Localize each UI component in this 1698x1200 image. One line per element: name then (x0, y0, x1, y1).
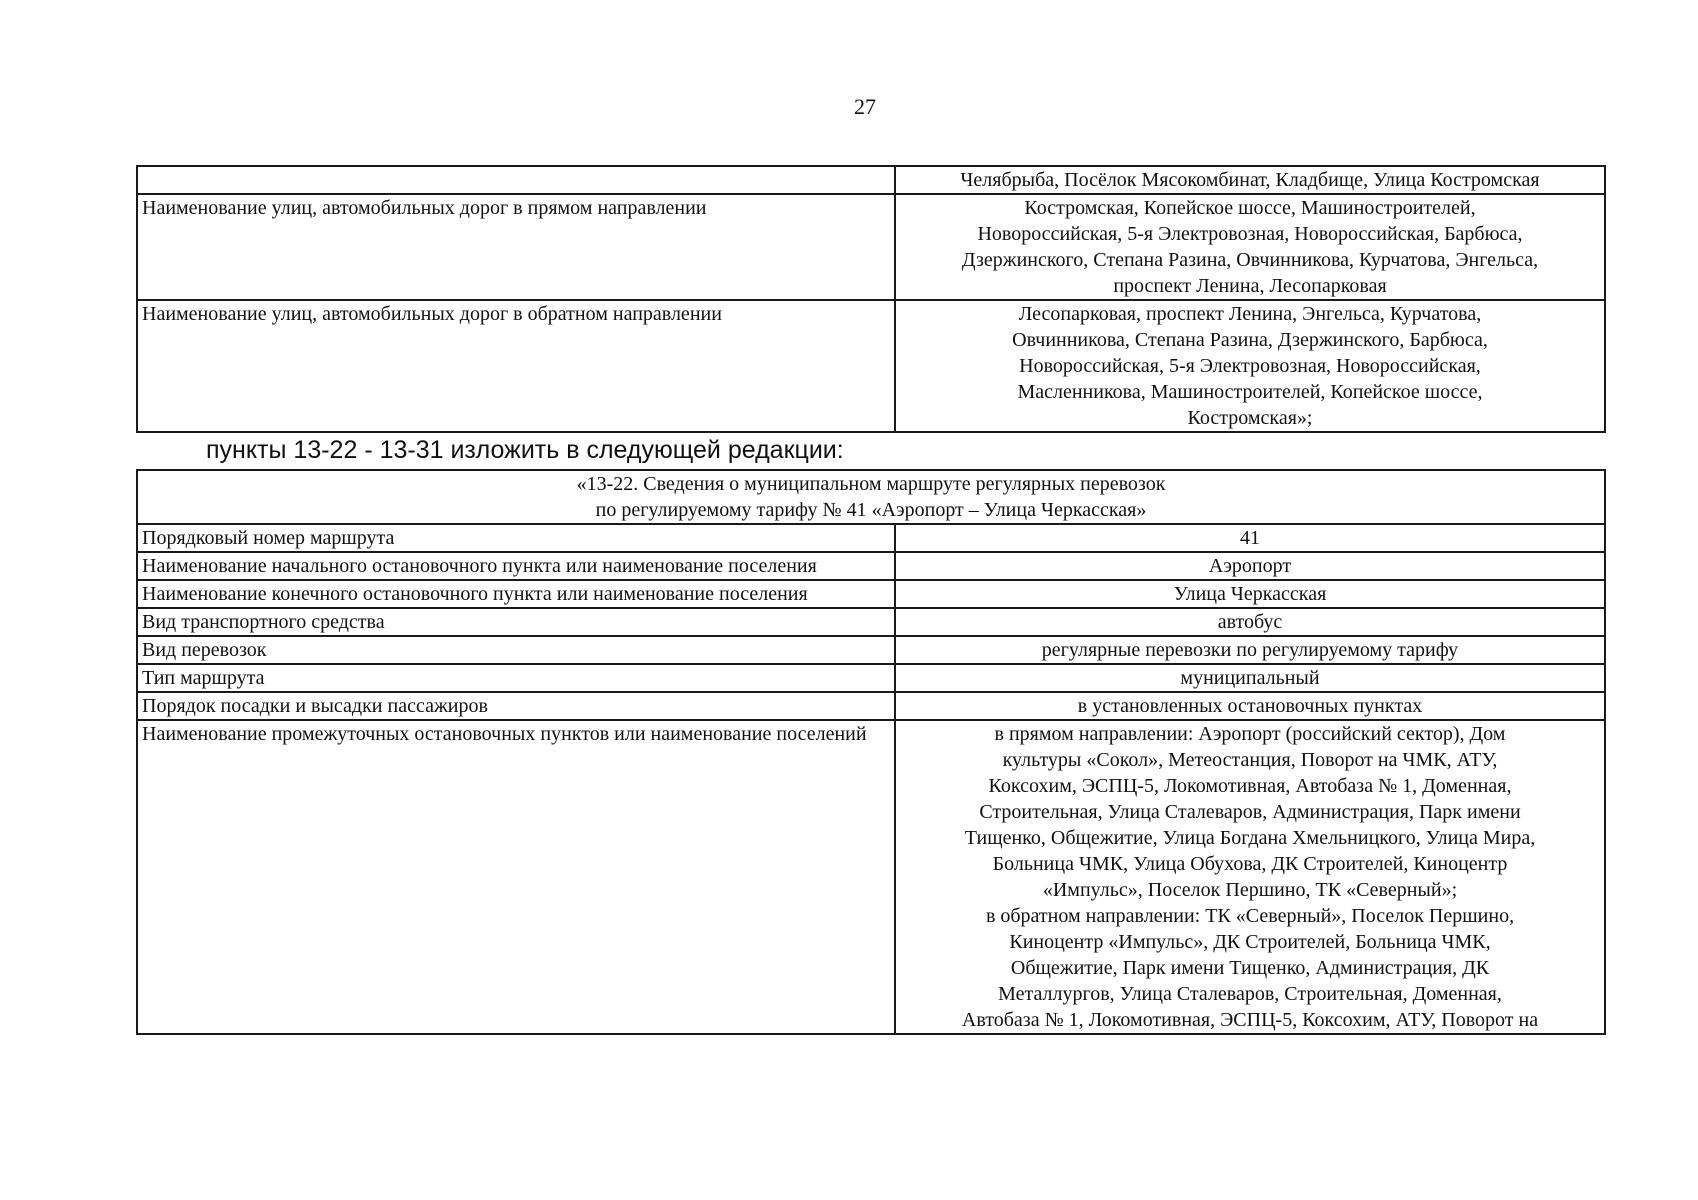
row-label: Наименование улиц, автомобильных дорог в обратном направлении (137, 300, 895, 432)
row-value (895, 580, 1605, 608)
row-label: Порядок посадки и высадки пассажиров (137, 692, 895, 720)
row-value (895, 166, 1605, 194)
value-line: Лесопарковая, проспект Ленина, Энгельса, Курчатова, (1018, 303, 1482, 325)
value-line: культуры «Сокол», Метеостанция, Поворот на ЧМК, АТУ, (1002, 749, 1498, 771)
table-row (137, 194, 1605, 300)
value-line: Масленникова, Машиностроителей, Копейское шоссе, (1017, 381, 1483, 403)
value-line: Новороссийская, 5-я Электровозная, Новороссийская, (1019, 355, 1481, 377)
row-label: Вид транспортного средства (137, 608, 895, 636)
amendment-instruction: пункты 13-22 - 13-31 изложить в следующей редакции: (206, 436, 844, 464)
value-line: Овчинникова, Степана Разина, Дзержинского, Барбюса, (1012, 329, 1488, 351)
value-line: Дзержинского, Степана Разина, Овчинникова, Курчатова, Энгельса, (961, 249, 1539, 271)
value-line: Больница ЧМК, Улица Обухова, ДК Строителей, Киноцентр (992, 853, 1508, 875)
row-value (895, 194, 1605, 300)
row-value (895, 664, 1605, 692)
value-line: муниципальный (1180, 667, 1320, 689)
value-line: Новороссийская, 5-я Электровозная, Новороссийская, Барбюса, (977, 223, 1523, 245)
table-row (137, 524, 1605, 552)
value-line: Автобаза № 1, Локомотивная, ЭСПЦ-5, Коксохим, АТУ, Поворот на (961, 1009, 1539, 1031)
table-row (137, 636, 1605, 664)
value-line: проспект Ленина, Лесопарковая (1113, 275, 1387, 297)
continued-route-table (136, 165, 1606, 433)
row-value (895, 720, 1605, 1034)
value-line: Киноцентр «Импульс», ДК Строителей, Больница ЧМК, (1009, 931, 1491, 953)
value-line: Улица Черкасская (1173, 583, 1327, 605)
value-line: Челябрыба, Посёлок Мясокомбинат, Кладбище, Улица Костромская (960, 169, 1540, 191)
value-line: Строительная, Улица Сталеваров, Администрация, Парк имени (979, 801, 1521, 823)
table-row (137, 580, 1605, 608)
value-line: в установленных остановочных пунктах (1077, 695, 1423, 717)
table-row (137, 664, 1605, 692)
heading-line: по регулируемому тарифу № 41 «Аэропорт – Улица Черкасская» (595, 499, 1147, 521)
table-row (137, 608, 1605, 636)
value-line: Коксохим, ЭСПЦ-5, Локомотивная, Автобаза № 1, Доменная, (988, 775, 1512, 797)
row-value (895, 524, 1605, 552)
row-label: Порядковый номер маршрута (137, 524, 895, 552)
row-value (895, 636, 1605, 664)
value-line: «Импульс», Поселок Першино, ТК «Северный»; (1042, 879, 1458, 901)
table-row (137, 166, 1605, 194)
value-line: Костромская»; (1187, 407, 1313, 429)
value-line: Общежитие, Парк имени Тищенко, Администрация, ДК (1010, 957, 1490, 979)
table-row (137, 552, 1605, 580)
value-line: регулярные перевозки по регулируемому тарифу (1041, 639, 1459, 661)
row-label: Наименование промежуточных остановочных пунктов или наименование поселений (137, 720, 895, 1034)
table-header-row (137, 470, 1605, 524)
row-value (895, 608, 1605, 636)
value-line: Аэропорт (1208, 555, 1292, 577)
value-line: Костромская, Копейское шоссе, Машиностроителей, (1024, 197, 1476, 219)
value-line: Тищенко, Общежитие, Улица Богдана Хмельницкого, Улица Мира, (964, 827, 1536, 849)
heading-line: «13-22. Сведения о муниципальном маршруте регулярных перевозок (576, 473, 1166, 495)
value-line: в обратном направлении: ТК «Северный», Поселок Першино, (985, 905, 1515, 927)
table-row (137, 300, 1605, 432)
value-line: в прямом направлении: Аэропорт (российский сектор), Дом (994, 723, 1506, 745)
page-number: 27 (854, 94, 876, 119)
value-line: 41 (1240, 527, 1260, 549)
row-label (137, 166, 895, 194)
table-heading (137, 470, 1605, 524)
table-row (137, 720, 1605, 1034)
row-label: Тип маршрута (137, 664, 895, 692)
row-label: Наименование улиц, автомобильных дорог в прямом направлении (137, 194, 895, 300)
row-value (895, 692, 1605, 720)
row-label: Наименование конечного остановочного пункта или наименование поселения (137, 580, 895, 608)
route-13-22-table (136, 469, 1606, 1035)
value-line: автобус (1217, 611, 1283, 633)
value-line: Металлургов, Улица Сталеваров, Строительная, Доменная, (998, 983, 1502, 1005)
row-label: Наименование начального остановочного пункта или наименование поселения (137, 552, 895, 580)
row-value (895, 300, 1605, 432)
row-value (895, 552, 1605, 580)
row-label: Вид перевозок (137, 636, 895, 664)
table-row (137, 692, 1605, 720)
